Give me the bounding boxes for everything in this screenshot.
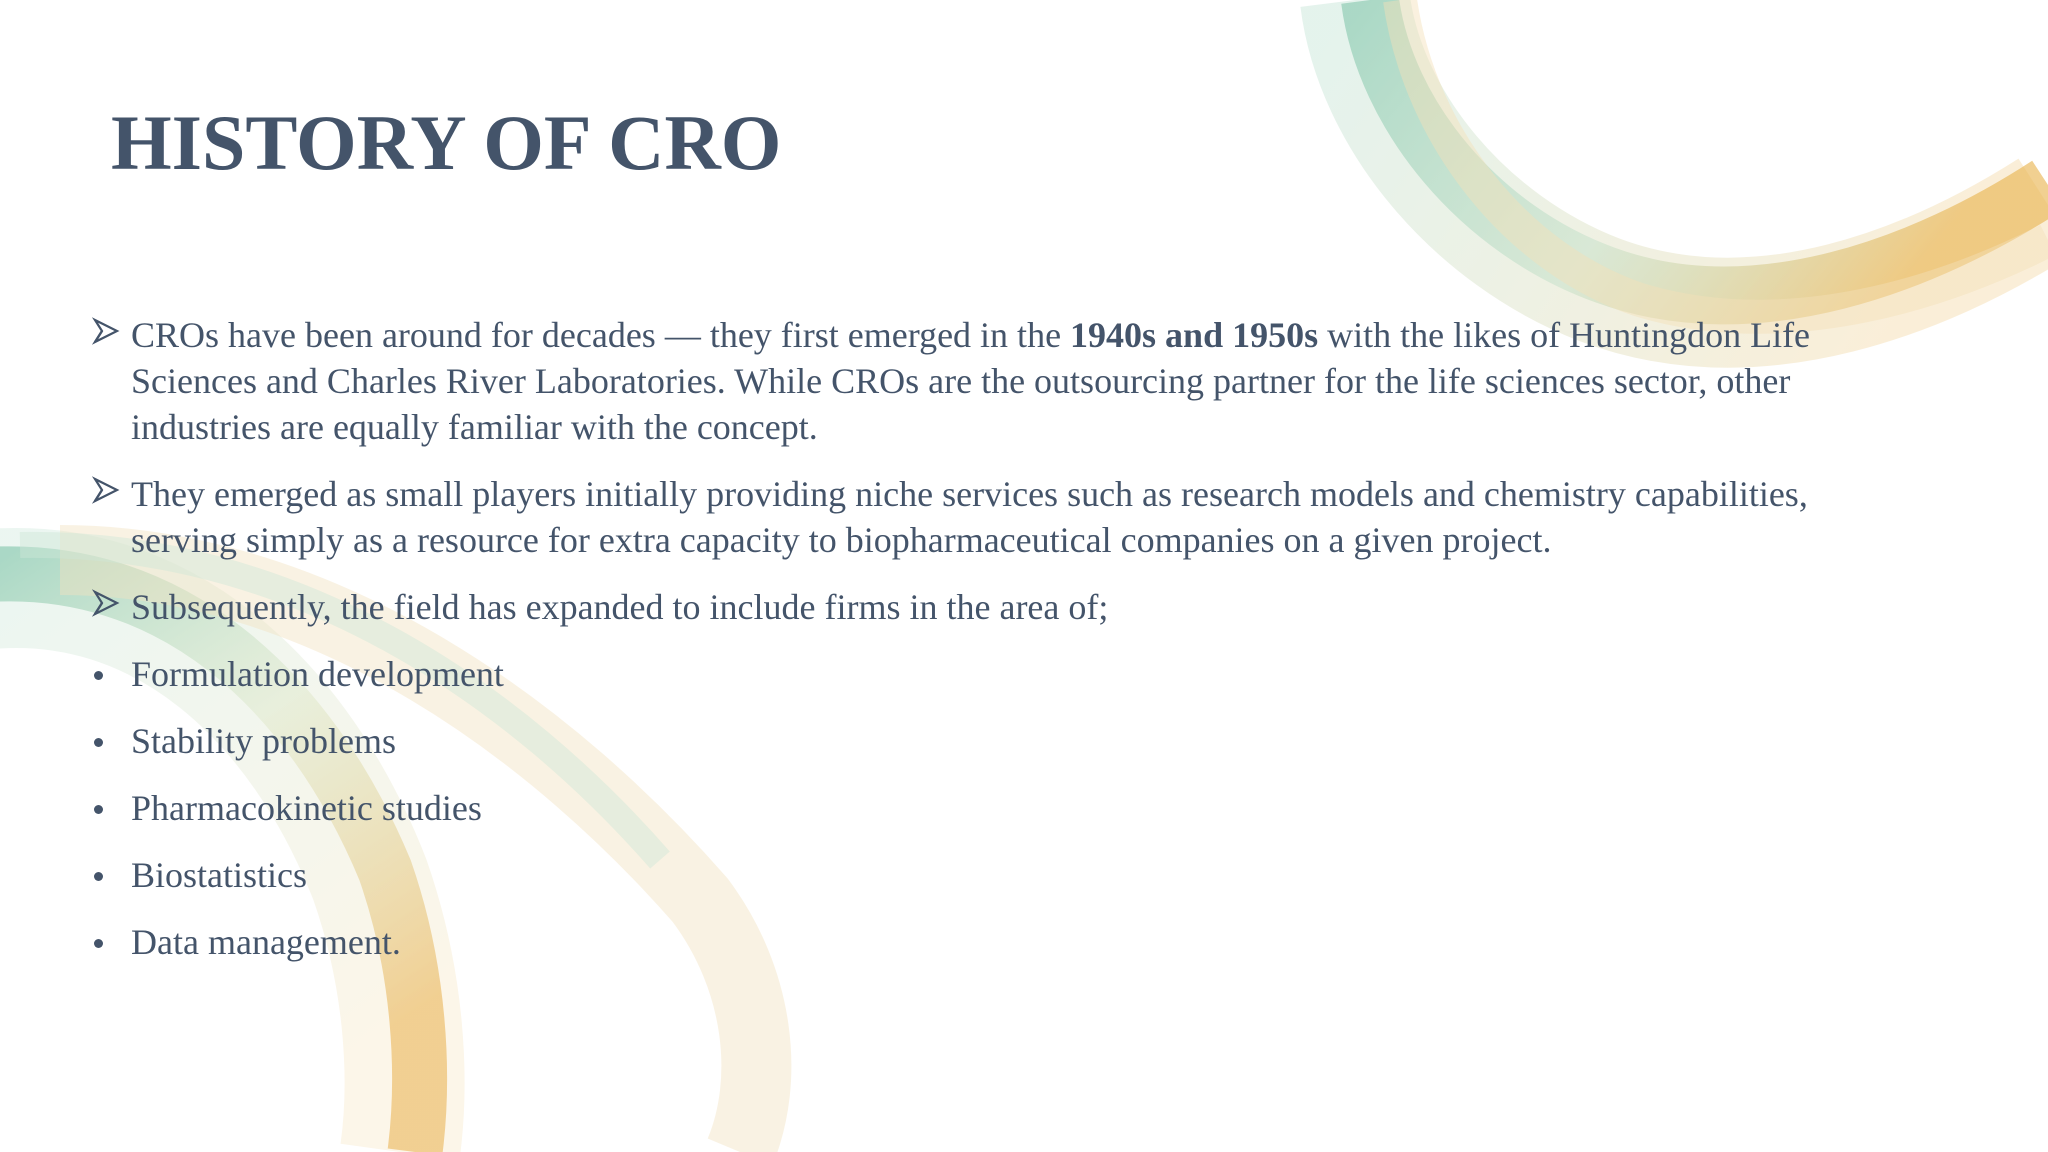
list-item-label: Biostatistics (131, 855, 308, 895)
slide-body (92, 312, 1872, 986)
paragraph-expansion-text: Subsequently, the field has expanded to include firms in the area of; (131, 587, 1109, 627)
paragraph-origins (92, 312, 1872, 450)
paragraph-origins-text-end: with the likes of Huntingdon Life Sciences and Charles River Laboratories. While CROs are the outsourcing partner for the life sciences sector, other industries are equally familiar with the concept. (131, 315, 1811, 447)
arrow-bullet-icon (92, 312, 122, 358)
list-item-biostatistics (92, 852, 1872, 898)
list-item-stability (92, 718, 1872, 764)
arrow-bullet-icon (92, 471, 122, 517)
bullet-dot-icon (94, 805, 103, 814)
bullet-dot-icon (94, 872, 103, 881)
bullet-dot-icon (94, 738, 103, 747)
bullet-dot-icon (94, 671, 103, 680)
paragraph-origins-text: CROs have been around for decades — they first emerged in the (131, 315, 1071, 355)
list-item-data-management (92, 919, 1872, 965)
list-item-label: Formulation development (131, 654, 504, 694)
list-item-label: Stability problems (131, 721, 396, 761)
arrow-bullet-icon (92, 584, 122, 630)
list-item-pharmacokinetic (92, 785, 1872, 831)
list-item-label: Pharmacokinetic studies (131, 788, 482, 828)
paragraph-emergence-text: They emerged as small players initially providing niche services such as research models and chemistry capabilities, serving simply as a resource for extra capacity to biopharmaceutical companies on a given project. (131, 474, 1808, 560)
paragraph-emergence (92, 471, 1872, 563)
paragraph-expansion (92, 584, 1872, 630)
slide-title: HISTORY OF CRO (111, 99, 782, 186)
bullet-dot-icon (94, 939, 103, 948)
list-item-formulation (92, 651, 1872, 697)
paragraph-origins-bold: 1940s and 1950s (1070, 315, 1319, 355)
list-item-label: Data management. (131, 922, 401, 962)
